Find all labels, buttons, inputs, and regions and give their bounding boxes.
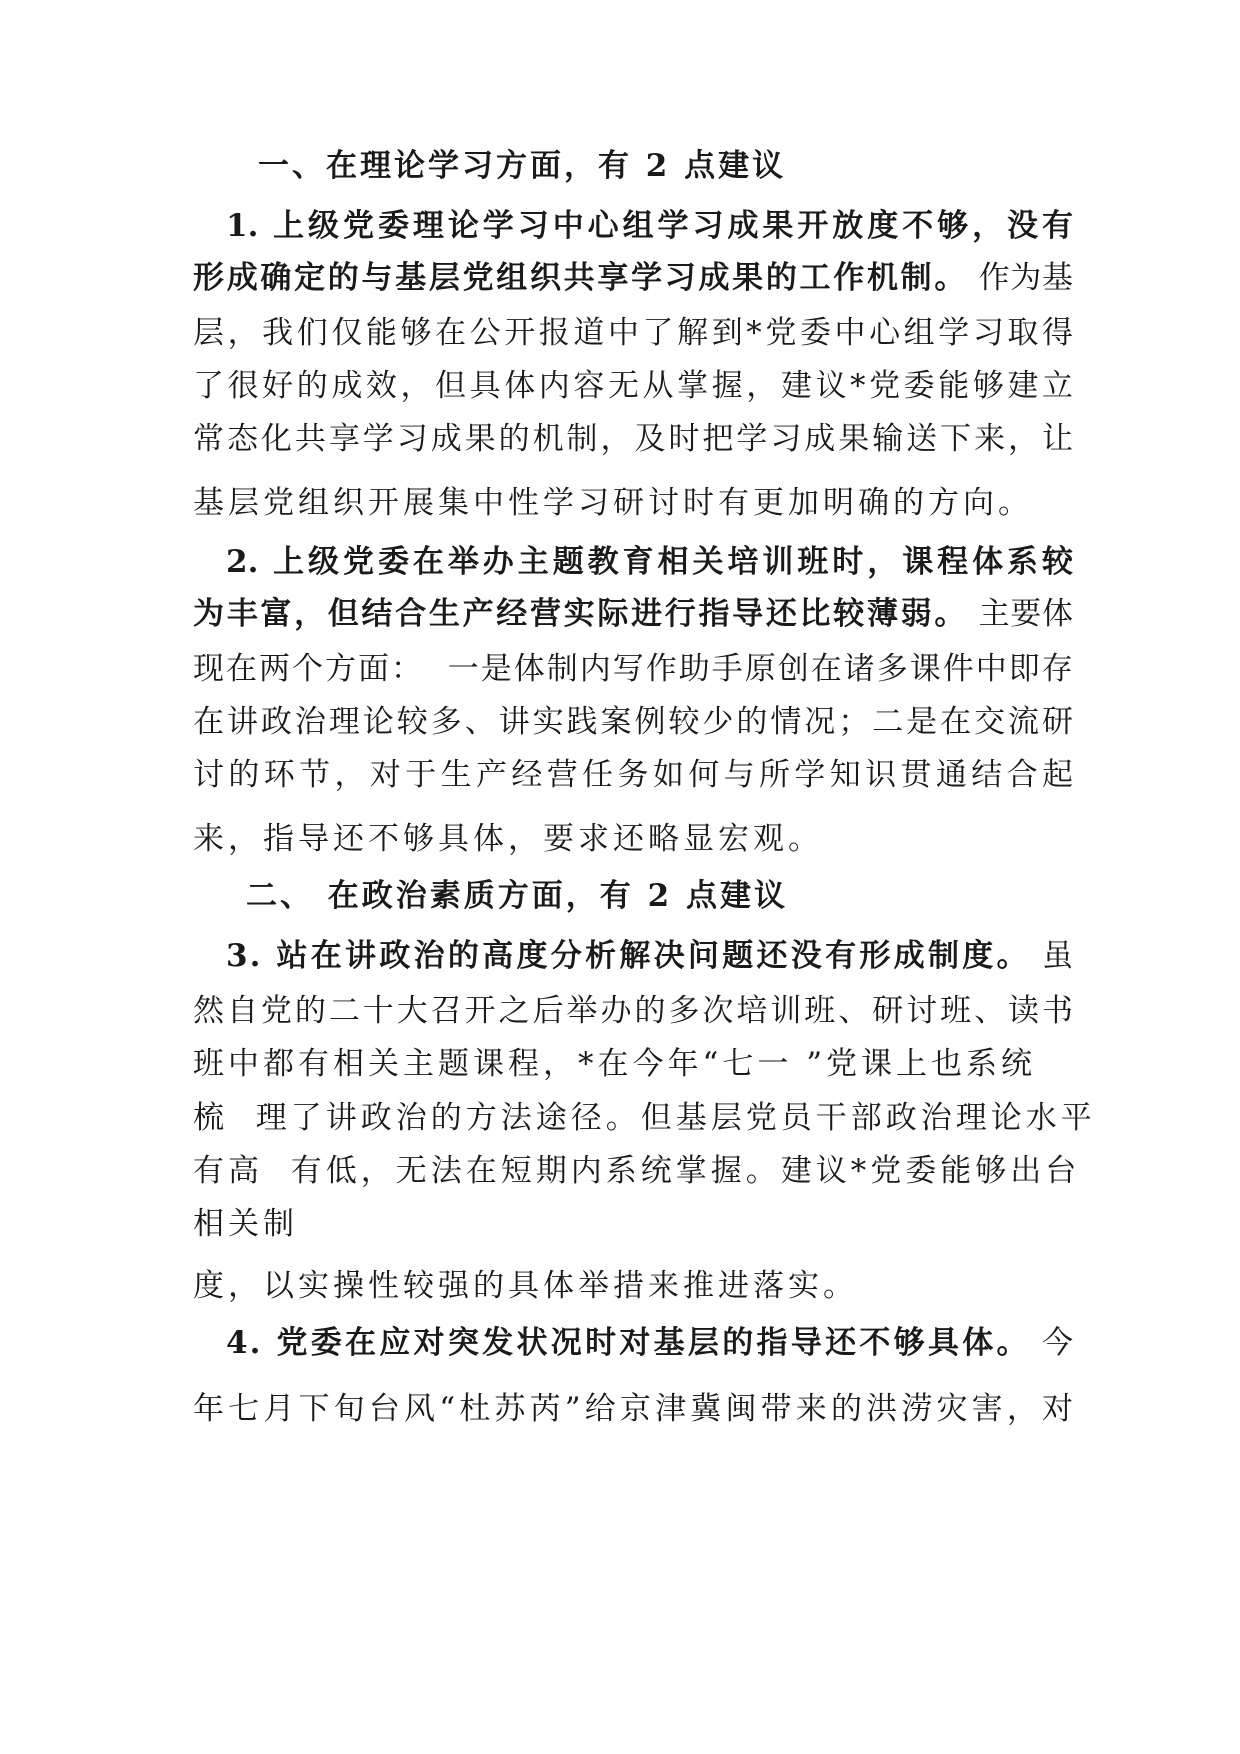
- section-heading-1: 一、在理论学习方面，有 2 点建议: [258, 148, 787, 184]
- item-1-lead-line-2: [193, 258, 1073, 298]
- item-3-body-line-5: 相关制: [193, 1206, 298, 1242]
- item-2-body-line-1: 现在两个方面： 一是体制内写作助手原创在诸多课件中即存: [193, 651, 1075, 687]
- item-1-body-line-4: 基层党组织开展集中性学习研讨时有更加明确的方向。: [193, 485, 1033, 521]
- item-1-lead-bold: 形成确定的与基层党组织共享学习成果的工作机制。: [193, 260, 969, 296]
- item-1-lead-normal: 作为基: [968, 260, 1073, 296]
- item-4-lead-normal: 今: [1030, 1325, 1074, 1361]
- item-2-body-line-3: 讨的环节，对于生产经营任务如何与所学知识贯通结合起: [193, 757, 1073, 793]
- item-2-lead-line-1: 2. 上级党委在举办主题教育相关培训班时，课程体系较: [226, 544, 1073, 580]
- item-3-body-line-4: 有高 有低，无法在短期内系统掌握。建议*党委能够出台: [193, 1153, 1081, 1189]
- item-2-lead-bold: 为丰富，但结合生产经营实际进行指导还比较薄弱。: [193, 596, 969, 632]
- section-heading-2: 二、 在政治素质方面，有 2 点建议: [246, 878, 788, 914]
- item-1-body-line-3: 常态化共享学习成果的机制，及时把学习成果输送下来，让: [193, 421, 1073, 457]
- item-1-body-line-2: 了很好的成效，但具体内容无从掌握，建议*党委能够建立: [193, 368, 1073, 404]
- item-3-lead-line-1: [226, 936, 1073, 976]
- item-2-body-line-4: 来，指导还不够具体，要求还略显宏观。: [193, 821, 823, 857]
- item-3-lead-bold: 3. 站在讲政治的高度分析解决问题还没有形成制度。: [226, 938, 1031, 974]
- item-2-body-line-2: 在讲政治理论较多、讲实践案例较少的情况；二是在交流研: [193, 704, 1073, 740]
- item-4-lead-bold: 4. 党委在应对突发状况时对基层的指导还不够具体。: [226, 1325, 1031, 1361]
- item-1-body-line-1: 层，我们仅能够在公开报道中了解到*党委中心组学习取得: [193, 315, 1073, 351]
- item-3-body-line-1: 然自党的二十大召开之后举办的多次培训班、研讨班、读书: [193, 993, 1073, 1029]
- item-3-body-line-2: 班中都有相关主题课程，*在今年“七一 ”党课上也系统: [193, 1046, 1037, 1082]
- item-1-lead-line-1: 1. 上级党委理论学习中心组学习成果开放度不够，没有: [226, 208, 1073, 244]
- item-4-body-line-1: 年七月下旬台风“杜苏芮”给京津冀闽带来的洪涝灾害，对: [193, 1391, 1073, 1427]
- item-2-lead-normal: 主要体: [968, 596, 1073, 632]
- item-2-lead-line-2: [193, 594, 1073, 634]
- item-4-lead-line-1: [226, 1323, 1073, 1363]
- item-3-body-line-3: 梳 理了讲政治的方法途径。但基层党员干部政治理论水平: [193, 1100, 1096, 1136]
- item-3-lead-normal: 虽: [1030, 938, 1074, 974]
- item-3-body-line-6: 度，以实操性较强的具体举措来推进落实。: [193, 1268, 858, 1304]
